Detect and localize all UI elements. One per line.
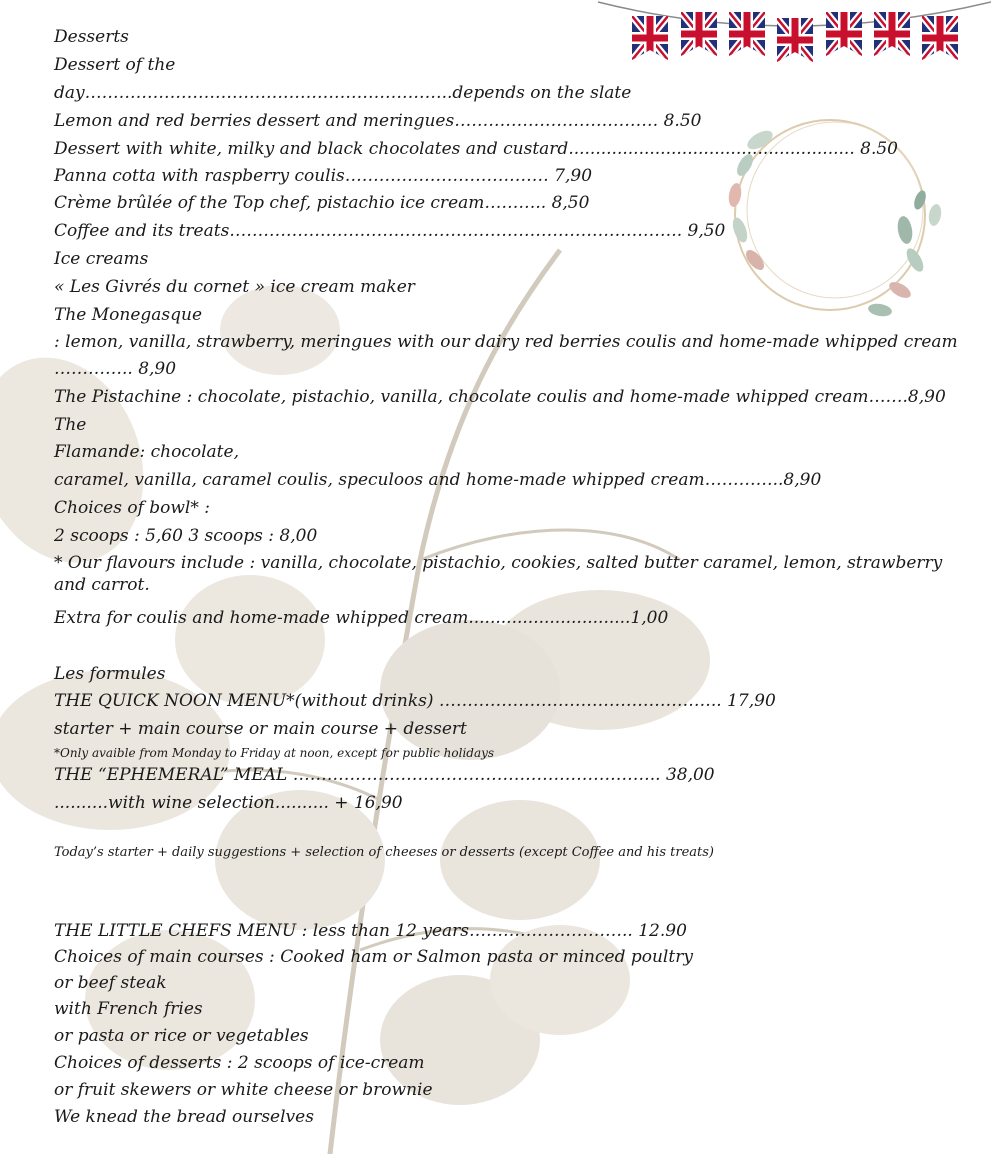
- ephemeral-meal-item: THE “EPHEMERAL” MEAL ……………………………………………………….. 38,00: [54, 765, 715, 785]
- flavours-note: * Our flavours include : vanilla, chocolate, pistachio, cookies, salted butter caramel, lemon, strawberry and carrot.: [54, 553, 943, 595]
- little-chefs-mains-d: or pasta or rice or vegetables: [54, 1026, 309, 1046]
- panna-cotta-item: Panna cotta with raspberry coulis……………………………… 7,90: [54, 166, 593, 186]
- bowl-heading: Choices of bowl* :: [54, 498, 211, 518]
- union-jack-flag-icon: [632, 16, 668, 60]
- union-jack-flag-icon: [874, 12, 910, 56]
- little-chefs-mains-c: with French fries: [54, 999, 203, 1019]
- dessert-of-the-day-label: Dessert of the: [54, 55, 176, 75]
- chocolate-dessert-item: Dessert with white, milky and black chocolates and custard..................................................... 8.50: [54, 139, 898, 159]
- union-jack-flag-icon: [922, 16, 958, 60]
- wine-selection-item: ..........with wine selection.......... + 16,90: [54, 793, 403, 813]
- coffee-treats-item: Coffee and its treats…………………………………………………………………….. 9,50: [54, 221, 726, 241]
- union-jack-flag-icon: [681, 12, 717, 56]
- little-chefs-title: THE LITTLE CHEFS MENU : less than 12 years……………………….. 12.90: [54, 921, 687, 941]
- flamande-description: caramel, vanilla, caramel coulis, speculoos and home-made whipped cream…………..8,90: [54, 470, 822, 490]
- quick-noon-description: starter + main course or main course + dessert: [54, 719, 467, 739]
- quick-noon-menu-item: THE QUICK NOON MENU*(without drinks) ………………………………………….. 17,90: [54, 691, 776, 711]
- union-jack-bunting-icon: [598, 2, 991, 62]
- union-jack-flag-icon: [777, 18, 813, 62]
- pistachine-item: The Pistachine : chocolate, pistachio, vanilla, chocolate coulis and home-made whipped cream…….8,90: [54, 387, 946, 407]
- union-jack-flag-icon: [729, 12, 765, 56]
- extra-coulis-item: Extra for coulis and home-made whipped cream..............................1,00: [54, 608, 669, 628]
- ice-cream-maker-label: « Les Givrés du cornet » ice cream maker: [54, 277, 415, 297]
- ice-creams-heading: Ice creams: [54, 249, 149, 269]
- monegasque-price: ………….. 8,90: [54, 359, 177, 379]
- bread-note: We knead the bread ourselves: [54, 1107, 314, 1127]
- little-chefs-desserts-b: or fruit skewers or white cheese or brownie: [54, 1080, 433, 1100]
- little-chefs-mains-a: Choices of main courses : Cooked ham or Salmon pasta or minced poultry: [54, 947, 693, 967]
- formules-heading: Les formules: [54, 664, 166, 684]
- desserts-heading: Desserts: [54, 27, 129, 47]
- flamande-label-a: The: [54, 415, 87, 435]
- lemon-dessert-item: Lemon and red berries dessert and meringues……………………………… 8.50: [54, 111, 702, 131]
- ephemeral-description: Today’s starter + daily suggestions + selection of cheeses or desserts (except Coffee and his treats): [54, 845, 714, 860]
- little-chefs-desserts-a: Choices of desserts : 2 scoops of ice-cream: [54, 1053, 425, 1073]
- little-chefs-mains-b: or beef steak: [54, 973, 167, 993]
- union-jack-flag-icon: [826, 12, 862, 56]
- quick-noon-note: *Only avaible from Monday to Friday at noon, except for public holidays: [54, 746, 495, 760]
- flamande-label-b: Flamande: chocolate,: [54, 442, 239, 462]
- creme-brulee-item: Crème brûlée of the Top chef, pistachio ice cream……….. 8,50: [54, 193, 590, 213]
- bowl-prices: 2 scoops : 5,60 3 scoops : 8,00: [54, 526, 318, 546]
- monegasque-description: : lemon, vanilla, strawberry, meringues with our dairy red berries coulis and home-made whipped cream: [54, 332, 958, 352]
- dessert-of-the-day-price: day………………………………………………………..depends on the slate: [54, 83, 632, 103]
- monegasque-name: The Monegasque: [54, 305, 203, 325]
